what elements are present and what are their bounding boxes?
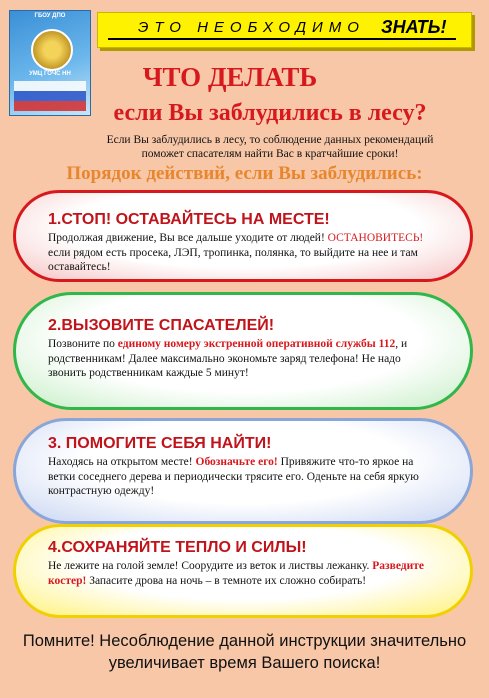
footer-note — [0, 630, 489, 674]
top-banner — [97, 12, 472, 48]
step-text: если рядом есть просека, ЛЭП, тропинка, полянка, то выйдите на нее и там оставайтесь! — [48, 246, 418, 273]
step-text: Позвоните по — [48, 338, 118, 350]
step-text: Запасите дрова на ночь – в темноте их сложно собирать! — [86, 574, 367, 587]
step-body — [48, 559, 438, 588]
logo-top-text: ГБОУ ДПО — [34, 13, 66, 19]
step-text: , и родственникам! Далее максимально экономьте заряд телефона! Не надо звонить родственникам каждые 5 минут! — [48, 338, 408, 379]
step-card-1 — [13, 190, 473, 282]
step-highlight: ОСТАНОВИТЕСЬ! — [327, 232, 424, 244]
step-card-4 — [13, 524, 473, 618]
intro-text: Если Вы заблудились в лесу, то соблюдение данных рекомендаций поможет спасателям найти Вас в кратчайшие сроки! — [106, 134, 434, 160]
step-title: 3. ПОМОГИТЕ СЕБЯ НАЙТИ! — [48, 435, 272, 452]
step-title: 2.ВЫЗОВИТЕ СПАСАТЕЛЕЙ! — [48, 317, 275, 334]
step-card-3 — [13, 418, 473, 524]
step-highlight: Обозначьте его! — [195, 456, 278, 468]
footer-line-1: Помните! Несоблюдение данной инструкции значительно — [22, 632, 467, 650]
step-title: 4.СОХРАНЯЙТЕ ТЕПЛО И СИЛЫ! — [48, 539, 307, 556]
page-title: ЧТО ДЕЛАТЬ — [142, 62, 318, 92]
banner-underline — [108, 38, 456, 40]
step-body — [48, 231, 438, 275]
step-title: 1.СТОП! ОСТАВАЙТЕСЬ НА МЕСТЕ! — [48, 211, 330, 228]
order-title: Порядок действий, если Вы заблудились: — [66, 163, 423, 184]
page-subtitle: если Вы заблудились в лесу? — [113, 100, 427, 126]
step-text: Продолжая движение, Вы все дальше уходите от людей! — [48, 232, 328, 244]
banner-text: ЭТО НЕОБХОДИМО — [138, 19, 365, 36]
step-text: Находясь на открытом месте! — [48, 456, 196, 468]
step-body — [48, 337, 438, 381]
step-highlight: единому номеру экстренной оперативной службы 112 — [117, 338, 396, 350]
logo-bottom-text: УМЦ ГОЧС НН — [29, 71, 71, 77]
step-body — [48, 455, 438, 499]
step-highlight: Разведите костер! — [48, 560, 424, 587]
banner-emphasis: ЗНАТЬ! — [381, 17, 447, 37]
step-text: Привяжите что-то яркое на ветки соседнего дерева и периодически трясите его. Оденьте на себя яркую контрастную одежду! — [48, 456, 419, 497]
footer-line-2: увеличивает время Вашего поиска! — [108, 654, 381, 672]
step-text: Не лежите на голой земле! Соорудите из веток и листвы лежанку. — [48, 560, 373, 572]
step-card-2 — [13, 292, 473, 410]
